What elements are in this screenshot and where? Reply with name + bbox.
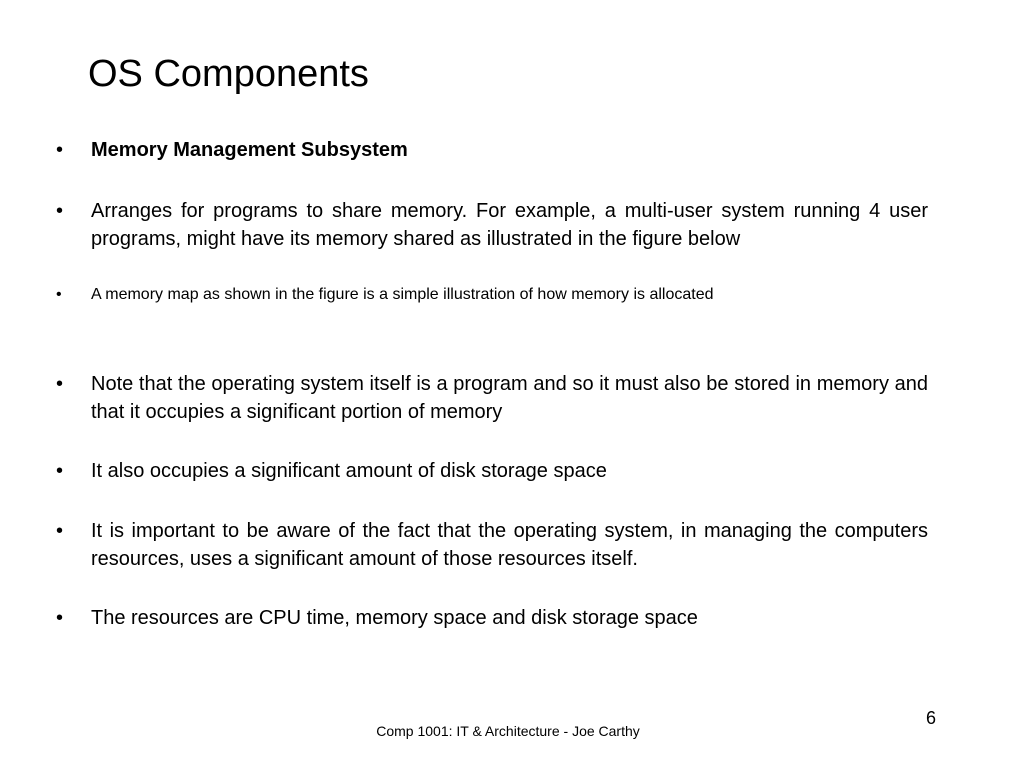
bullet-marker: •	[56, 373, 64, 395]
bullet-item	[52, 517, 928, 573]
bullet-marker: •	[56, 139, 64, 161]
page-number: 6	[925, 708, 936, 728]
bullet-text: Note that the operating system itself is a program and so it must also be stored in memory and that it occupies a significant portion of memory	[91, 373, 928, 423]
bullet-marker: •	[56, 200, 64, 222]
slide-footer: Comp 1001: IT & Architecture - Joe Carthy	[376, 723, 640, 739]
bullet-marker: •	[56, 286, 62, 303]
bullet-item	[52, 457, 928, 485]
bullet-marker: •	[56, 520, 64, 542]
bullet-item	[52, 370, 928, 426]
bullet-text: The resources are CPU time, memory space and disk storage space	[91, 607, 698, 629]
bullet-text: A memory map as shown in the figure is a simple illustration of how memory is allocated	[91, 286, 714, 303]
slide-title: OS Components	[88, 53, 369, 95]
bullet-text: It also occupies a significant amount of disk storage space	[91, 460, 607, 482]
bullet-item	[52, 136, 928, 164]
bullet-item	[52, 197, 928, 253]
bullet-marker: •	[56, 460, 64, 482]
bullet-item	[52, 604, 928, 632]
bullet-marker: •	[56, 607, 64, 629]
bullet-text: Arranges for programs to share memory. For example, a multi-user system running 4 user programs, might have its memory shared as illustrated in the figure below	[91, 200, 928, 250]
bullet-text: It is important to be aware of the fact that the operating system, in managing the computers resources, uses a significant amount of those resources itself.	[91, 520, 928, 570]
bullet-item	[52, 284, 928, 306]
bullet-text: Memory Management Subsystem	[91, 139, 408, 161]
